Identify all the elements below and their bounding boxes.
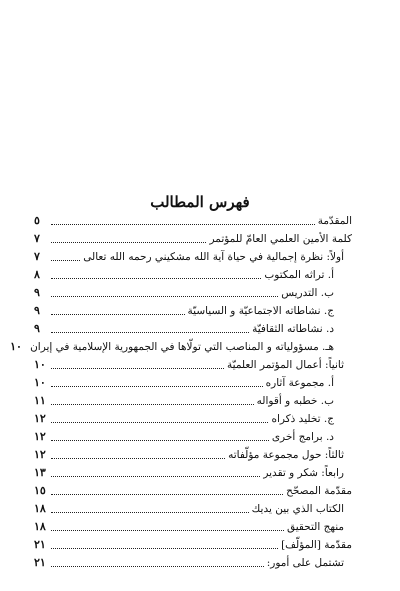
toc-entry	[10, 338, 334, 354]
toc-title: فهرس المطالب	[150, 193, 250, 211]
toc-entry-text: منهج التحقيق	[286, 521, 344, 533]
toc-leader	[51, 439, 269, 441]
toc-entry-page: ١٨	[34, 502, 46, 515]
toc-leader	[51, 457, 225, 459]
toc-entry	[34, 482, 352, 498]
toc-leader	[51, 403, 254, 405]
toc-leader	[51, 223, 315, 225]
toc-entry-text: ج. تخليد ذكراه	[271, 413, 334, 425]
toc-entry-text: رابعاً: شكر و تقدير	[263, 467, 344, 479]
toc-entry-page: ٧	[34, 250, 40, 263]
toc-entry	[34, 410, 334, 426]
toc-entry	[34, 248, 344, 264]
toc-entry	[34, 230, 352, 246]
toc-leader	[51, 565, 264, 567]
toc-entry	[34, 536, 352, 552]
toc-entry-page: ١١	[34, 394, 46, 407]
toc-leader	[51, 511, 249, 513]
toc-entry-page: ١٢	[34, 412, 46, 425]
toc-entry	[34, 320, 334, 336]
toc-entry-text: الكتاب الذي بين يديك	[251, 503, 344, 515]
toc-entry-text: ثانياً: أعمال المؤتمر العلميّة	[227, 359, 344, 371]
toc-leader	[51, 259, 80, 261]
toc-entry	[34, 500, 344, 516]
toc-leader	[51, 493, 283, 495]
toc-entry	[34, 428, 334, 444]
toc-leader	[51, 313, 185, 315]
toc-entry-page: ٢١	[34, 538, 46, 551]
toc-leader	[51, 547, 278, 549]
toc-entry-page: ١٣	[34, 466, 46, 479]
toc-entry-text: أ. مجموعة آثاره	[265, 377, 334, 389]
toc-leader	[51, 385, 263, 387]
toc-entry	[34, 554, 344, 570]
toc-entry-page: ٥	[34, 214, 40, 227]
toc-leader	[51, 295, 278, 297]
toc-entry	[34, 212, 352, 228]
toc-leader	[51, 277, 261, 279]
toc-entry	[34, 284, 334, 300]
toc-entry-page: ٩	[34, 304, 40, 317]
toc-entry	[34, 302, 334, 318]
toc-entry	[34, 464, 344, 480]
toc-entry-page: ٩	[34, 286, 40, 299]
toc-entry-page: ١٥	[34, 484, 46, 497]
toc-entry-text: ج. نشاطاته الاجتماعيّة و السياسيّة	[187, 305, 334, 317]
toc-entry-page: ٨	[34, 268, 40, 281]
toc-entry	[34, 392, 334, 408]
toc-leader	[51, 529, 284, 531]
toc-leader	[51, 367, 224, 369]
toc-entry-text: كلمة الأمين العلمي العامّ للمؤتمر	[209, 233, 352, 245]
toc-entry-text: ب. التدريس	[281, 287, 334, 299]
toc-entry-page: ١٢	[34, 430, 46, 443]
toc-entry-page: ١٨	[34, 520, 46, 533]
toc-entry-page: ١٠	[10, 340, 22, 353]
toc-entry-text: د. نشاطاته الثقافيّة	[252, 323, 334, 335]
toc-entry-text: ب. خطبه و أقواله	[256, 395, 334, 407]
toc-leader	[51, 241, 206, 243]
toc-entry	[34, 266, 334, 282]
toc-leader	[51, 331, 249, 333]
toc-entry	[34, 374, 334, 390]
toc-entry-page: ٢١	[34, 556, 46, 569]
toc-entry-page: ١٠	[34, 376, 46, 389]
toc-entry-text: تشتمل على أمور:	[266, 557, 344, 569]
toc-entry-text: مقدّمة المصحّح	[286, 485, 352, 497]
toc-entry-text: هـ. مسؤولياته و المناصب التي تولّاها في الجمهورية الإسلامية في إيران	[30, 341, 334, 353]
toc-entry-page: ٧	[34, 232, 40, 245]
toc-entry-text: ثالثاً: حول مجموعة مؤلّفاته	[228, 449, 344, 461]
toc-entry-text: مقدّمة [المؤلّف]	[281, 539, 352, 551]
toc-entry-text: المقدّمة	[317, 215, 352, 227]
toc-entry-page: ٩	[34, 322, 40, 335]
toc-entry-page: ١٠	[34, 358, 46, 371]
toc-entry	[34, 518, 344, 534]
toc-entry-text: أولاً: نظرة إجمالية في حياة آية الله مشكيني رحمه الله تعالى	[83, 251, 344, 263]
toc-leader	[51, 421, 268, 423]
toc-entry-text: أ. تراثه المكتوب	[264, 269, 334, 281]
toc-entry	[34, 356, 344, 372]
toc-entry-page: ١٢	[34, 448, 46, 461]
toc-entry-text: د. برامج أخرى	[271, 431, 334, 443]
toc-leader	[51, 475, 260, 477]
toc-entry	[34, 446, 344, 462]
